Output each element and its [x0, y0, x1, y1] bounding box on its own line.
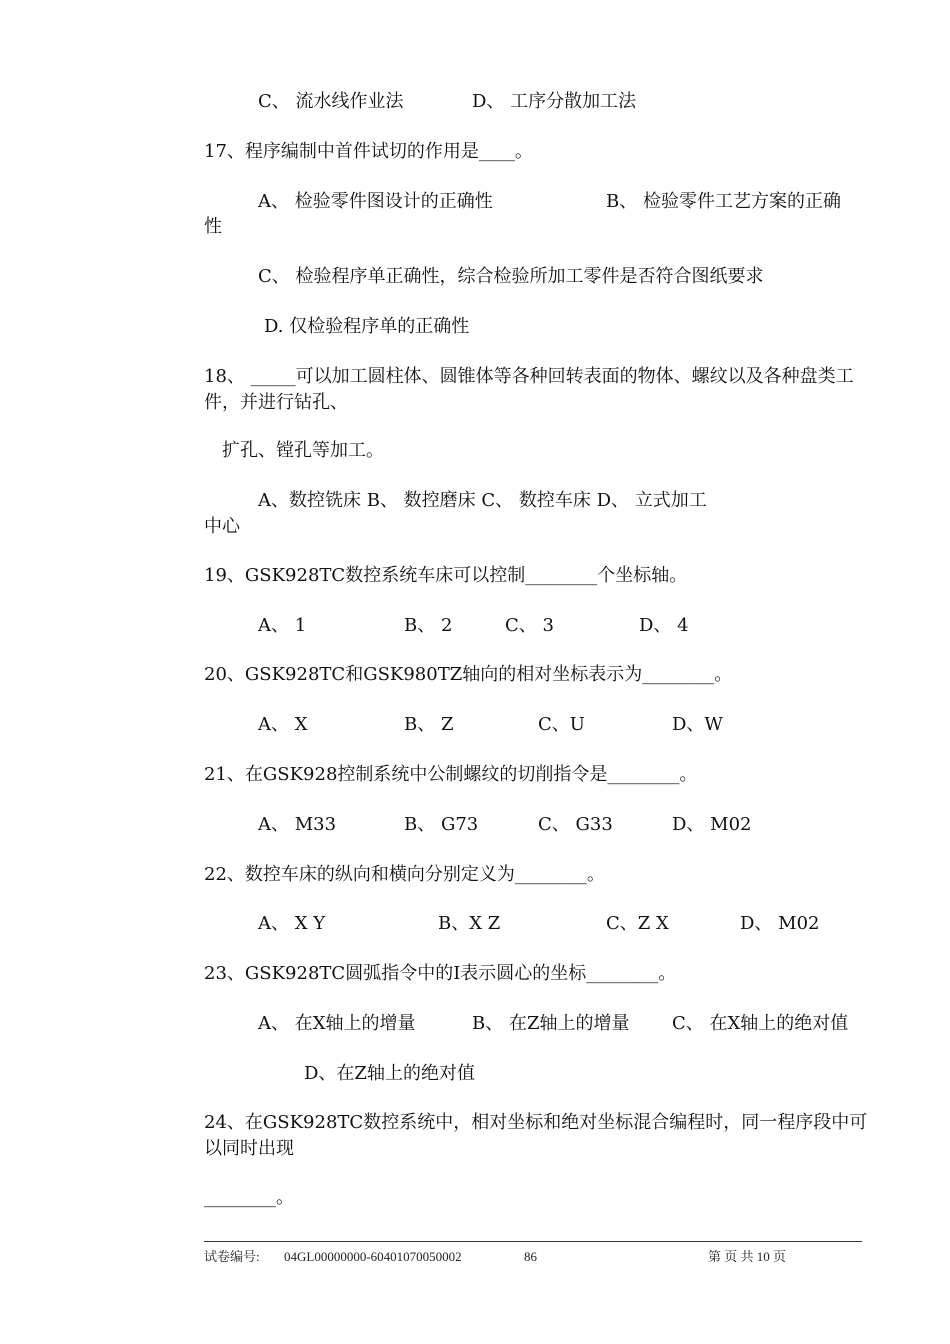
q22-option-c: C、Z X	[606, 913, 669, 934]
q23-option-a: A、 在X轴上的增量	[258, 1013, 416, 1034]
q22-option-b: B、X Z	[438, 913, 501, 934]
q21-option-d: D、 M02	[672, 814, 752, 835]
q23-option-d: D、在Z轴上的绝对值	[304, 1063, 475, 1084]
q16-option-c: C、 流水线作业法	[258, 91, 404, 112]
footer-code: 04GL00000000-60401070050002	[284, 1249, 462, 1264]
q17-option-b-wrap: 性	[204, 216, 222, 237]
q19-option-d: D、 4	[639, 615, 689, 636]
q17-option-d: D. 仅检验程序单的正确性	[264, 316, 470, 337]
q20-option-a: A、 X	[258, 714, 308, 735]
q21-stem: 21、在GSK928控制系统中公制螺纹的切削指令是________。	[204, 764, 698, 785]
footer-label: 试卷编号:	[204, 1249, 260, 1264]
q19-option-b: B、 2	[404, 615, 453, 636]
q20-option-c: C、U	[538, 714, 585, 735]
footer-divider	[204, 1241, 862, 1242]
q24-blank: ________。	[204, 1187, 294, 1208]
q18-stem-cont: 扩孔、镗孔等加工。	[222, 440, 384, 461]
q17-option-b: B、 检验零件工艺方案的正确	[606, 191, 841, 212]
q23-option-b: B、 在Z轴上的增量	[472, 1013, 630, 1034]
q19-option-a: A、 1	[258, 615, 307, 636]
q18-stem: 18、 _____可以加工圆柱体、圆锥体等各种回转表面的物体、螺纹以及各种盘类工件，并进行钻孔、	[204, 366, 854, 413]
q22-stem: 22、数控车床的纵向和横向分别定义为________。	[204, 864, 605, 885]
q16-option-d: D、 工序分散加工法	[472, 91, 637, 112]
q21-option-c: C、 G33	[538, 814, 613, 835]
q19-stem: 19、GSK928TC数控系统车床可以控制________个坐标轴。	[204, 565, 688, 586]
q24-stem: 24、在GSK928TC数控系统中，相对坐标和绝对坐标混合编程时，同一程序段中可以同时出现	[204, 1112, 868, 1159]
q19-option-c: C、 3	[505, 615, 554, 636]
q20-stem: 20、GSK928TC和GSK980TZ轴向的相对坐标表示为________。	[204, 664, 733, 685]
q17-option-c: C、 检验程序单正确性，综合检验所加工零件是否符合图纸要求	[258, 266, 764, 287]
q17-stem: 17、程序编制中首件试切的作用是____。	[204, 141, 533, 162]
q21-option-a: A、 M33	[258, 814, 337, 835]
q18-options-wrap: 中心	[204, 516, 240, 537]
q21-option-b: B、 G73	[404, 814, 479, 835]
q20-option-d: D、W	[672, 714, 723, 735]
footer-page: 第 页 共 10 页	[708, 1249, 787, 1264]
q17-option-a: A、 检验零件图设计的正确性	[258, 191, 493, 212]
q23-option-c: C、 在X轴上的绝对值	[672, 1013, 849, 1034]
q22-option-d: D、 M02	[740, 913, 820, 934]
footer-number: 86	[524, 1249, 537, 1264]
q22-option-a: A、 X Y	[258, 913, 326, 934]
q23-stem: 23、GSK928TC圆弧指令中的I表示圆心的坐标________。	[204, 963, 677, 984]
q18-options: A、数控铣床 B、 数控磨床 C、 数控车床 D、 立式加工	[258, 490, 707, 511]
q20-option-b: B、 Z	[404, 714, 454, 735]
